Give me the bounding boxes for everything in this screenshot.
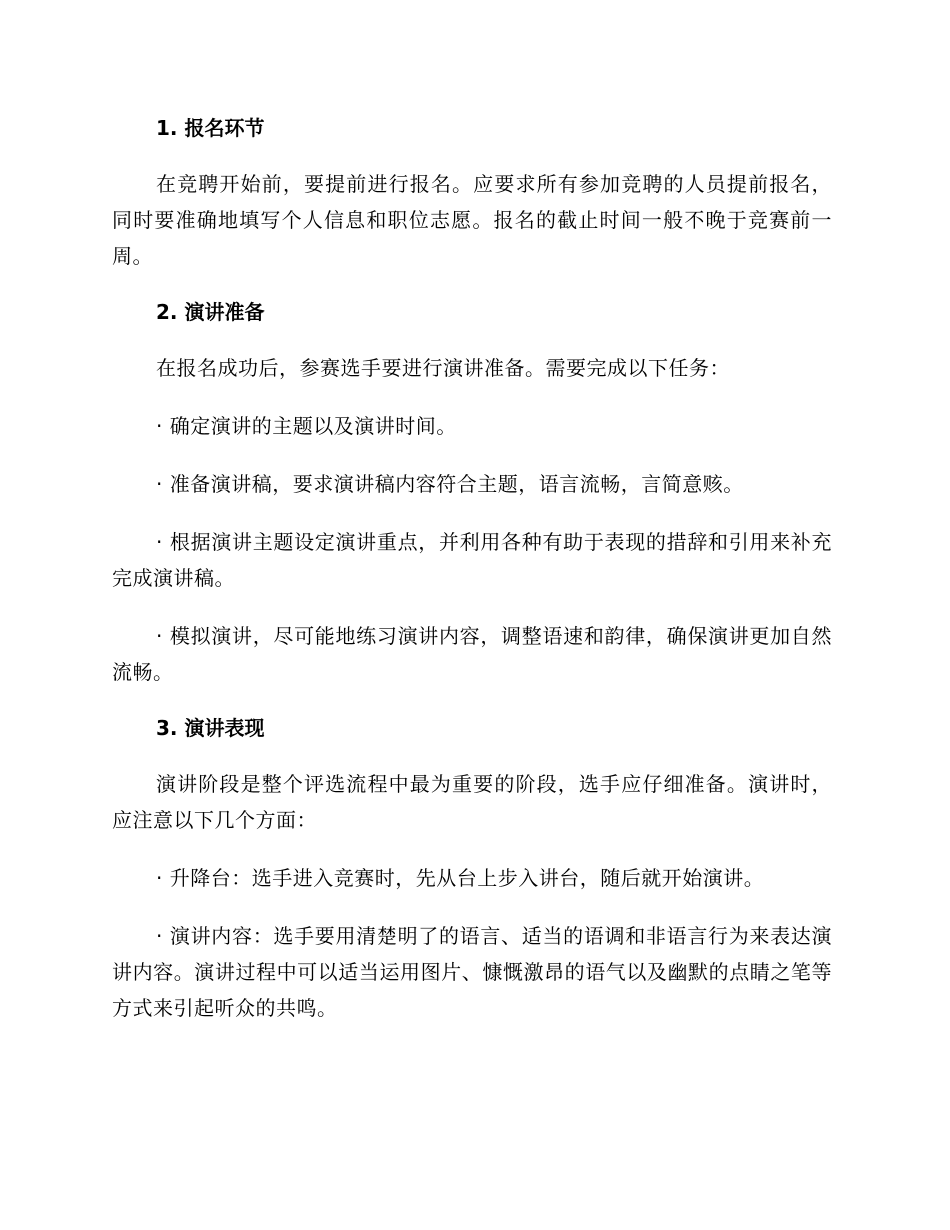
section-heading: 2. 演讲准备 bbox=[156, 300, 265, 324]
body-paragraph: 在报名成功后，参赛选手要进行演讲准备。需要完成以下任务： bbox=[156, 356, 730, 380]
bullet-paragraph: · 确定演讲的主题以及演讲时间。 bbox=[156, 414, 457, 438]
bullet-item bbox=[112, 524, 832, 596]
bullet-item bbox=[112, 466, 832, 502]
section-3-intro bbox=[112, 766, 832, 838]
section-1-heading-block bbox=[112, 112, 832, 144]
bullet-item bbox=[112, 618, 832, 690]
bullet-paragraph: · 根据演讲主题设定演讲重点，并利用各种有助于表现的措辞和引用来补充完成演讲稿。 bbox=[112, 530, 832, 590]
section-1-paragraph bbox=[112, 166, 832, 274]
section-heading: 3. 演讲表现 bbox=[156, 716, 265, 740]
section-2-intro bbox=[112, 350, 832, 386]
bullet-paragraph: · 演讲内容：选手要用清楚明了的语言、适当的语调和非语言行为来表达演讲内容。演讲过程中可以适当运用图片、慷慨激昂的语气以及幽默的点睛之笔等方式来引起听众的共鸣。 bbox=[112, 924, 832, 1020]
bullet-paragraph: · 准备演讲稿，要求演讲稿内容符合主题，语言流畅，言简意赅。 bbox=[156, 472, 744, 496]
bullet-item bbox=[112, 860, 832, 896]
body-paragraph: 演讲阶段是整个评选流程中最为重要的阶段，选手应仔细准备。演讲时，应注意以下几个方面： bbox=[112, 772, 832, 832]
bullet-paragraph: · 模拟演讲，尽可能地练习演讲内容，调整语速和韵律，确保演讲更加自然流畅。 bbox=[112, 624, 832, 684]
bullet-item bbox=[112, 918, 832, 1026]
section-heading: 1. 报名环节 bbox=[156, 116, 265, 140]
document-page bbox=[112, 112, 832, 1048]
body-paragraph: 在竞聘开始前，要提前进行报名。应要求所有参加竞聘的人员提前报名，同时要准确地填写个人信息和职位志愿。报名的截止时间一般不晚于竞赛前一周。 bbox=[112, 172, 832, 268]
bullet-item bbox=[112, 408, 832, 444]
bullet-paragraph: · 升降台：选手进入竞赛时，先从台上步入讲台，随后就开始演讲。 bbox=[156, 866, 765, 890]
section-2-heading-block bbox=[112, 296, 832, 328]
section-3-heading-block bbox=[112, 712, 832, 744]
